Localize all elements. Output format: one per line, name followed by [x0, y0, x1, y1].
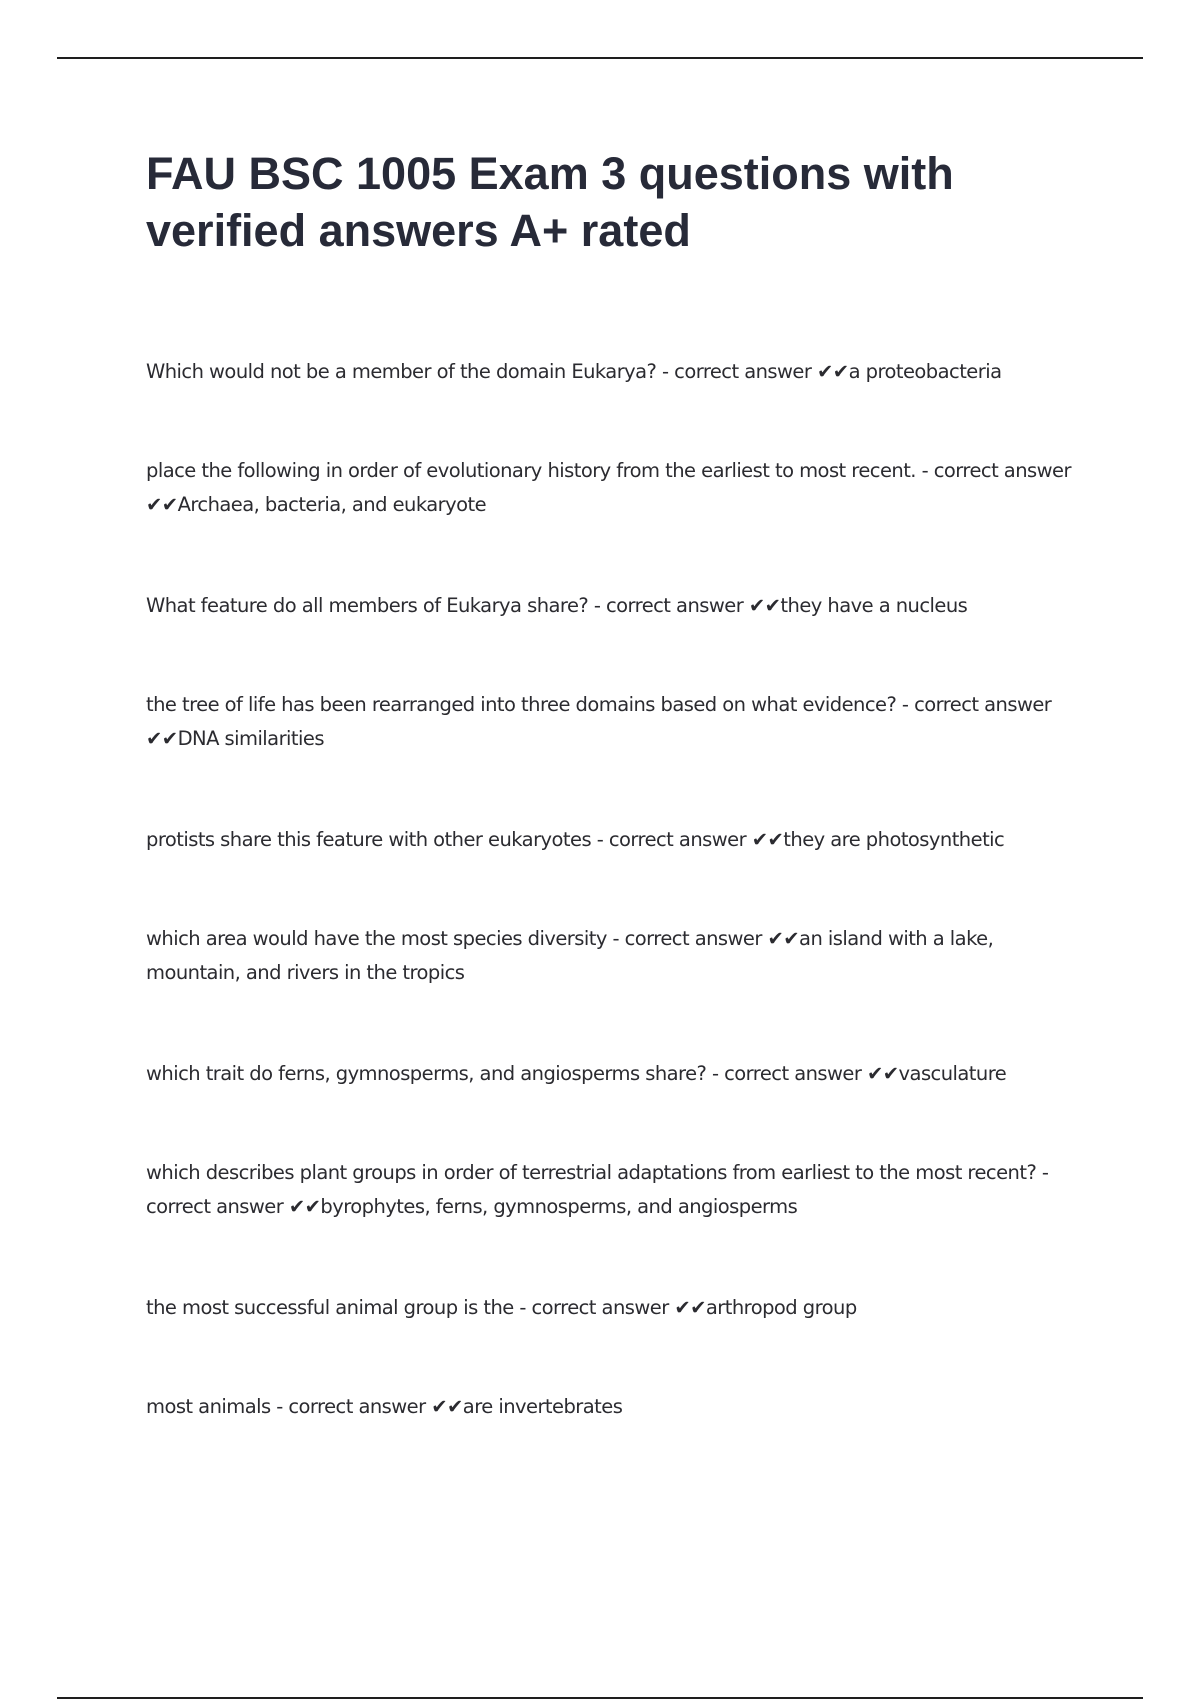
qa-item: most animals - correct answer ✔✔are invertebrates [146, 1395, 623, 1418]
qa-item: which area would have the most species diversity - correct answer ✔✔an island with a lake, mountain, and rivers in the tropics [146, 927, 994, 984]
qa-item: which describes plant groups in order of terrestrial adaptations from earliest to the most recent? - correct answer ✔✔byrophytes, ferns, gymnosperms, and angiosperms [146, 1161, 1049, 1218]
qa-item: the tree of life has been rearranged into three domains based on what evidence? - correct answer ✔✔DNA similarities [146, 693, 1052, 750]
page-title: FAU BSC 1005 Exam 3 questions with verified answers A+ rated [146, 148, 954, 256]
qa-item: What feature do all members of Eukarya share? - correct answer ✔✔they have a nucleus [146, 594, 968, 617]
qa-item: which trait do ferns, gymnosperms, and angiosperms share? - correct answer ✔✔vasculature [146, 1062, 1007, 1085]
top-rule [57, 57, 1143, 59]
qa-item: place the following in order of evolutionary history from the earliest to most recent. - correct answer ✔✔Archaea, bacteria, and eukaryote [146, 459, 1071, 516]
qa-item: Which would not be a member of the domain Eukarya? - correct answer ✔✔a proteobacteria [146, 360, 1002, 383]
qa-item: the most successful animal group is the - correct answer ✔✔arthropod group [146, 1296, 857, 1319]
bottom-rule [57, 1697, 1143, 1699]
qa-item: protists share this feature with other eukaryotes - correct answer ✔✔they are photosynthetic [146, 828, 1005, 851]
